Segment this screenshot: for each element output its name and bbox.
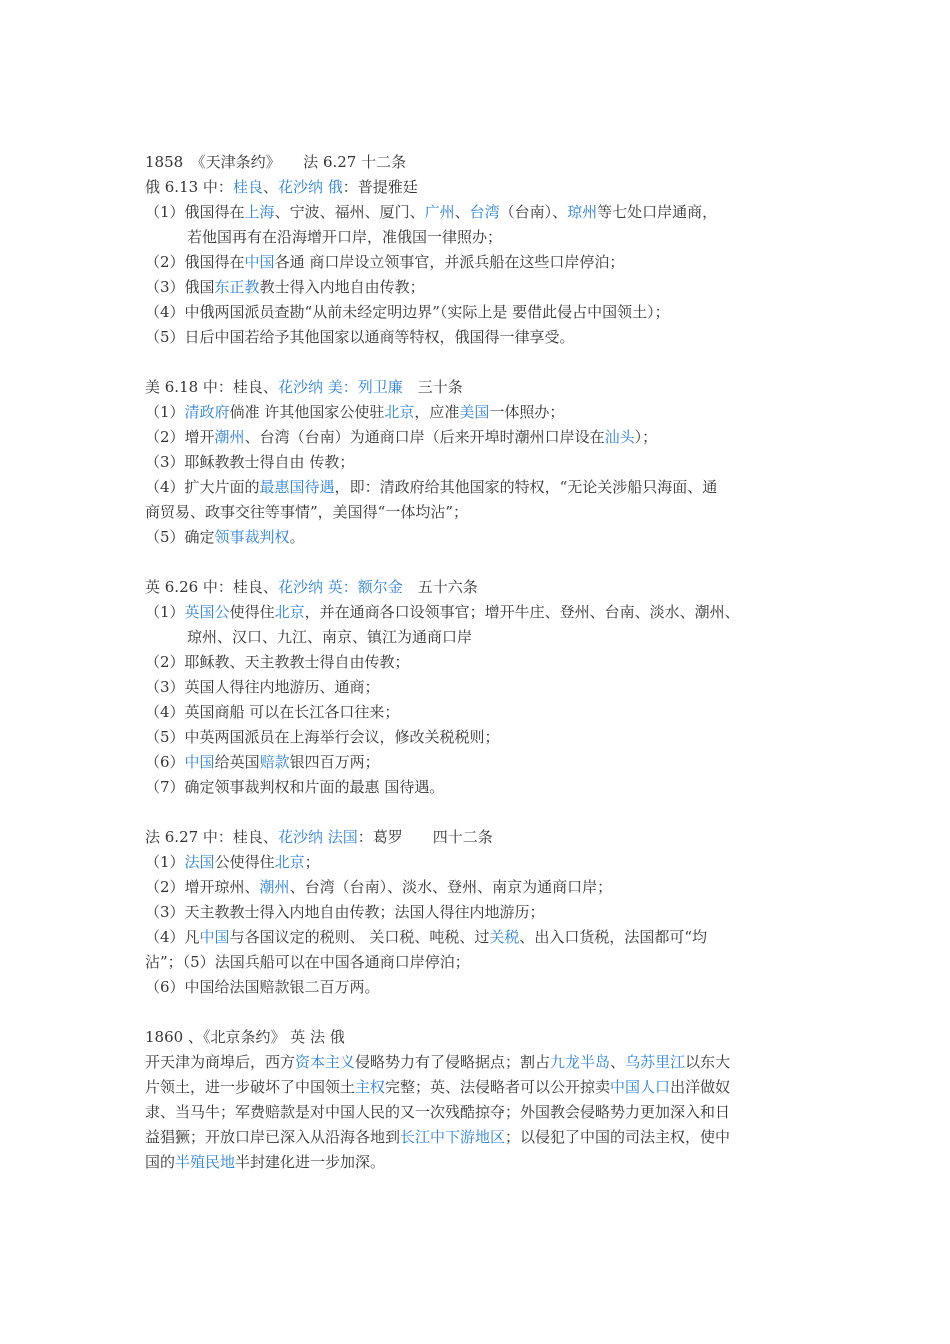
britain-clause (145, 725, 825, 750)
beijing-paragraph-line (145, 1050, 825, 1075)
text-segment: 沾”；（5）法国兵船可以在中国各通商口岸停泊； (145, 953, 470, 971)
text-segment: （5）确定 (145, 528, 215, 546)
beijing-paragraph-line (145, 1150, 825, 1175)
usa-clause-list (145, 400, 825, 550)
usa-treaty-heading (145, 375, 825, 400)
hyperlink[interactable]: 台湾 (469, 203, 500, 221)
britain-clause (145, 775, 825, 800)
hyperlink[interactable]: 英国公 (184, 603, 230, 621)
usa-clause (145, 400, 825, 425)
text-segment: （4）中俄两国派员查勘“从前未经定明边界”（实际上是 要借此侵占中国领土）； (145, 303, 670, 321)
text-segment: 、台湾（台南）为通商口岸（后来开埠时潮州口岸设在 (244, 428, 605, 446)
russia-clause (145, 300, 825, 325)
france-clause (145, 925, 825, 950)
text-segment: 五十六条 (402, 578, 478, 596)
hyperlink[interactable]: 美：列卫廉 (327, 378, 403, 396)
russia-treaty-heading (145, 175, 825, 200)
britain-clause (145, 700, 825, 725)
beijing-treaty-heading (145, 1025, 825, 1050)
text-segment: （1）俄国得在 (145, 203, 245, 221)
hyperlink[interactable]: 东正教 (214, 278, 260, 296)
text-segment: 隶、当马牛；军费赔款是对中国人民的又一次残酷掠夺；外国教会侵略势力更加深入和日 (145, 1103, 731, 1121)
text-segment: 银四百万两； (289, 753, 380, 771)
text-segment: （3）英国人得往内地游历、通商； (145, 678, 380, 696)
russia-treaty-block (145, 175, 825, 350)
hyperlink[interactable]: 半殖民地 (175, 1153, 236, 1171)
document-page (145, 150, 825, 1175)
usa-clause (145, 475, 825, 500)
text-segment: ：普提雅廷 (342, 178, 418, 196)
hyperlink[interactable]: 美国 (459, 403, 490, 421)
hyperlink[interactable]: 花沙纳 (277, 378, 323, 396)
text-segment: 与各国议定的税则、 关口税、吨税、过 (229, 928, 490, 946)
text-segment: 琼州、汉口、九江、南京、镇江为通商口岸 (187, 628, 473, 646)
text-segment: 商贸易、政事交往等事情”，美国得“一体均沾”； (145, 503, 469, 521)
text-segment: 、台湾（台南）、淡水、登州、南京为通商口岸； (289, 878, 613, 896)
russia-clause (145, 325, 825, 350)
hyperlink[interactable]: 花沙纳 (277, 178, 323, 196)
text-segment: （2）增开琼州、 (145, 878, 260, 896)
text-segment: 各通 商口岸设立领事官，并派兵船在这些口岸停泊； (274, 253, 625, 271)
text-segment: 使得住 (229, 603, 275, 621)
hyperlink[interactable]: 桂良 (232, 178, 263, 196)
text-segment: （1） (145, 603, 185, 621)
text-segment: （4）英国商船 可以在长江各口往来； (145, 703, 400, 721)
text-segment: （7）确定领事裁判权和片面的最惠 国待遇。 (145, 778, 445, 796)
text-segment: 以东大 (685, 1053, 731, 1071)
spacer (145, 550, 825, 575)
britain-clause (145, 750, 825, 775)
hyperlink[interactable]: 主权 (355, 1078, 386, 1096)
hyperlink[interactable]: 九龙半岛 (550, 1053, 611, 1071)
britain-treaty-block (145, 575, 825, 800)
hyperlink[interactable]: 乌苏里江 (625, 1053, 686, 1071)
text-segment: 1860 、《北京条约》 英 法 俄 (145, 1028, 345, 1046)
text-segment: 、出入口货税，法国都可“均 (519, 928, 708, 946)
text-segment: 法 6.27 中：桂良、 (145, 828, 278, 846)
hyperlink[interactable]: 北京 (274, 603, 305, 621)
hyperlink[interactable]: 琼州 (567, 203, 598, 221)
text-segment: 出洋做奴 (670, 1078, 731, 1096)
text-segment: 给英国 (214, 753, 260, 771)
text-segment: （3）天主教教士得入内地自由传教；法国人得往内地游历； (145, 903, 545, 921)
text-segment: （台南）、 (499, 203, 568, 221)
text-segment: ，并在通商各口设领事官；增开牛庄、登州、台南、淡水、潮州、 (304, 603, 740, 621)
text-segment: （4）凡 (145, 928, 200, 946)
usa-clause (145, 450, 825, 475)
text-segment: 。 (289, 528, 305, 546)
text-segment: 一体照办； (489, 403, 565, 421)
text-segment: ）； (634, 428, 658, 446)
text-segment: 教士得入内地自由传教； (259, 278, 425, 296)
hyperlink[interactable]: 最惠国待遇 (259, 478, 335, 496)
france-clause (145, 900, 825, 925)
britain-clause-list (145, 600, 825, 800)
france-clause (145, 850, 825, 875)
hyperlink[interactable]: 关税 (489, 928, 520, 946)
text-segment: ，应准 (414, 403, 460, 421)
text-segment: （1） (145, 403, 185, 421)
russia-clause-list (145, 200, 825, 350)
spacer (145, 800, 825, 825)
text-segment: （1） (145, 853, 185, 871)
spacer (145, 350, 825, 375)
text-segment: （3）耶稣教教士得自由 传教； (145, 453, 355, 471)
text-segment: 完整；英、法侵略者可以公开掠卖 (385, 1078, 611, 1096)
text-segment: 开天津为商埠后，西方 (145, 1053, 296, 1071)
text-segment: 、 (610, 1053, 626, 1071)
hyperlink[interactable]: 花沙纳 (277, 828, 323, 846)
beijing-paragraph-line (145, 1100, 825, 1125)
britain-clause (145, 650, 825, 675)
text-segment: 英 6.26 中：桂良、 (145, 578, 278, 596)
text-segment: ：葛罗 四十二条 (357, 828, 493, 846)
hyperlink[interactable]: 领事裁判权 (214, 528, 290, 546)
text-segment: 等七处口岸通商， (597, 203, 718, 221)
text-segment: 公使得住 (214, 853, 275, 871)
text-segment: （6）中国给法国赔款银二百万两。 (145, 978, 380, 996)
hyperlink[interactable]: 上海 (244, 203, 275, 221)
hyperlink[interactable]: 潮州 (259, 878, 290, 896)
hyperlink[interactable]: 汕头 (604, 428, 635, 446)
russia-clause (145, 275, 825, 300)
hyperlink[interactable]: 北京 (384, 403, 415, 421)
text-segment: 半封建化进一步加深。 (235, 1153, 386, 1171)
tianjin-treaty-heading (145, 150, 825, 175)
text-segment: 三十条 (402, 378, 463, 396)
france-clause (145, 875, 825, 900)
hyperlink[interactable]: 赔款 (259, 753, 290, 771)
usa-treaty-block (145, 375, 825, 550)
france-treaty-block (145, 825, 825, 1000)
text-segment: 片领土，进一步破坏了中国领土 (145, 1078, 356, 1096)
france-clause (145, 950, 825, 975)
text-segment: 侵略势力有了侵略据点；割占 (355, 1053, 551, 1071)
text-segment: （3）俄国 (145, 278, 215, 296)
hyperlink[interactable]: 中国 (184, 753, 215, 771)
usa-clause (145, 525, 825, 550)
hyperlink[interactable]: 花沙纳 (277, 578, 323, 596)
text-segment: （2）增开 (145, 428, 215, 446)
usa-clause (145, 425, 825, 450)
hyperlink[interactable]: 中国 (244, 253, 275, 271)
britain-clause (145, 675, 825, 700)
text-segment: （2）俄国得在 (145, 253, 245, 271)
text-segment: ，即：清政府给其他国家的特权，“无论关涉船只海面、通 (334, 478, 718, 496)
hyperlink[interactable]: 法国 (184, 853, 215, 871)
hyperlink[interactable]: 北京 (274, 853, 305, 871)
text-segment: 美 6.18 中：桂良、 (145, 378, 278, 396)
hyperlink[interactable]: 潮州 (214, 428, 245, 446)
britain-clause (145, 625, 825, 650)
text-segment: 若他国再有在沿海增开口岸，准俄国一律照办； (187, 228, 503, 246)
tianjin-treaty-section (145, 150, 825, 1000)
text-segment: 、 (454, 203, 470, 221)
hyperlink[interactable]: 法国 (327, 828, 358, 846)
text-segment: 、宁波、福州、厦门、 (274, 203, 425, 221)
text-segment: （5）日后中国若给予其他国家以通商等特权，俄国得一律享受。 (145, 328, 575, 346)
france-clause-list (145, 850, 825, 1000)
text-segment: ；以侵犯了中国的司法主权，使中 (505, 1128, 731, 1146)
text-segment: 倘准 许其他国家公使驻 (229, 403, 385, 421)
france-clause (145, 975, 825, 1000)
usa-clause (145, 500, 825, 525)
beijing-treaty-section (145, 1025, 825, 1175)
text-segment: 、 (262, 178, 278, 196)
text-segment: （5）中英两国派员在上海举行会议，修改关税税则； (145, 728, 500, 746)
hyperlink[interactable]: 广州 (424, 203, 455, 221)
text-segment: 1858 《天津条约》 法 6.27 十二条 (145, 153, 407, 171)
hyperlink[interactable]: 英：额尔金 (327, 578, 403, 596)
text-segment: （4）扩大片面的 (145, 478, 260, 496)
beijing-paragraph-line (145, 1125, 825, 1150)
britain-treaty-heading (145, 575, 825, 600)
france-treaty-heading (145, 825, 825, 850)
spacer (145, 1000, 825, 1025)
text-segment: 俄 6.13 中： (145, 178, 233, 196)
hyperlink[interactable]: 长江中下游地区 (400, 1128, 506, 1146)
beijing-paragraph-line (145, 1075, 825, 1100)
hyperlink[interactable]: 中国人口 (610, 1078, 671, 1096)
britain-clause (145, 600, 825, 625)
russia-clause (145, 250, 825, 275)
beijing-treaty-paragraph (145, 1050, 825, 1175)
text-segment: （2）耶稣教、天主教教士得自由传教； (145, 653, 410, 671)
hyperlink[interactable]: 中国 (199, 928, 230, 946)
russia-clause (145, 225, 825, 250)
hyperlink[interactable]: 清政府 (184, 403, 230, 421)
hyperlink[interactable]: 资本主义 (295, 1053, 356, 1071)
text-segment: （6） (145, 753, 185, 771)
hyperlink[interactable]: 俄 (327, 178, 343, 196)
russia-clause (145, 200, 825, 225)
text-segment: ； (304, 853, 320, 871)
text-segment: 益猖獗；开放口岸已深入从沿海各地到 (145, 1128, 401, 1146)
text-segment: 国的 (145, 1153, 176, 1171)
